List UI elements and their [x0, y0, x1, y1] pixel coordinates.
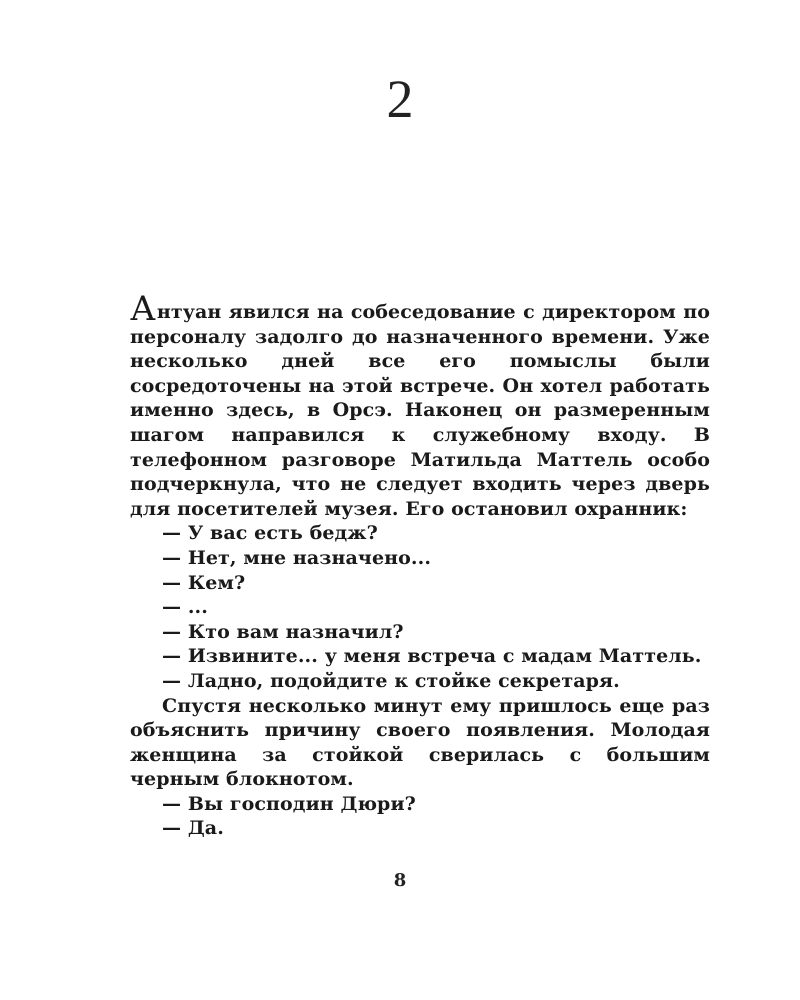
- dialogue-line: — Да.: [162, 817, 224, 840]
- dialogue-line: — ...: [162, 596, 208, 619]
- opening-paragraph: [130, 289, 710, 521]
- opening-paragraph-text: нтуан явился на собеседование с директором по персоналу задолго до назначенного времени. Уже несколько дней все его помыслы были сосредоточены на этой встрече. Он хотел работать именно здесь, в Орсэ. Наконец он размеренным шагом направился к служебному входу. В телефонном разговоре Матильда Маттель особо подчеркнула, что не следует входить через дверь для посетителей музея. Его остановил охранник:: [130, 301, 710, 520]
- dialogue-line: — Вы господин Дюри?: [162, 792, 416, 815]
- text-block: [130, 289, 710, 841]
- dialogue-line: — Извините... у меня встреча с мадам Маттель.: [162, 645, 702, 668]
- dialogue-line: — Кто вам назначил?: [162, 620, 404, 643]
- chapter-number: 2: [386, 69, 414, 129]
- dialogue-line: — У вас есть бедж?: [162, 522, 378, 545]
- dialogue-line: — Ладно, подойдите к стойке секретаря.: [162, 669, 620, 692]
- page-number: 8: [393, 870, 407, 891]
- dialogue-line: — Кем?: [162, 571, 246, 594]
- drop-cap: А: [130, 289, 156, 329]
- dialogue-line: — Нет, мне назначено...: [162, 546, 432, 569]
- second-paragraph: Спустя несколько минут ему пришлось еще раз объяснить причину своего появления. Молодая женщина за стойкой сверилась с большим черным блокнотом.: [130, 694, 710, 791]
